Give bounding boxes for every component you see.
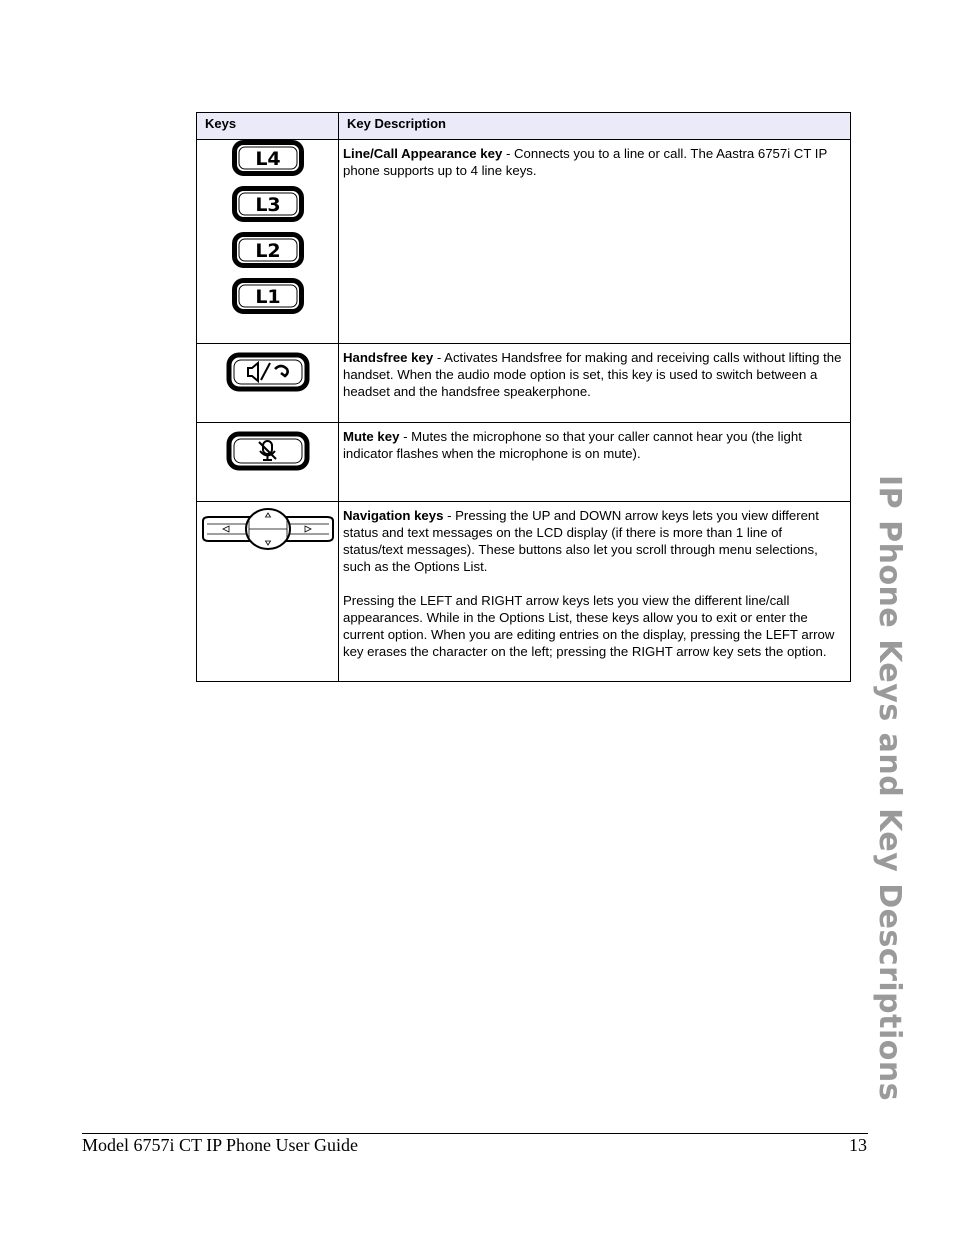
navigation-keys-text-2: Pressing the LEFT and RIGHT arrow keys lets you view the different line/call appearances. While in the Options List, these keys allow you to exit or enter the current option. When you are editing entries on the display, pressing the LEFT arrow key erases the character on the left; pressing the RIGHT arrow key sets the option. xyxy=(343,593,835,659)
mute-key-title: Mute key xyxy=(343,429,400,444)
line-key-l4-icon xyxy=(232,140,304,176)
footer-guide-title: Model 6757i CT IP Phone User Guide xyxy=(82,1135,358,1155)
line-keys-cell xyxy=(197,140,339,344)
line-key-l3-icon xyxy=(232,186,304,222)
line-key-label: L3 xyxy=(254,194,281,216)
key-description-table xyxy=(196,112,851,682)
handsfree-key-description xyxy=(339,344,851,423)
handsfree-key-text: - Activates Handsfree for making and receiving calls without lifting the handset. When the audio mode option is set, this key is used to switch between a headset and the handsfree speakerphone. xyxy=(343,350,842,399)
handsfree-key-title: Handsfree key xyxy=(343,350,434,365)
table-row xyxy=(197,502,851,682)
mute-key-icon xyxy=(226,431,310,471)
navigation-keys-icon xyxy=(199,507,337,551)
line-key-label: L4 xyxy=(254,148,281,170)
navigation-keys-cell xyxy=(197,502,339,682)
table-row xyxy=(197,423,851,502)
line-key-label: L2 xyxy=(254,240,281,262)
line-key-l2-icon xyxy=(232,232,304,268)
handsfree-key-icon xyxy=(226,352,310,392)
handsfree-key-cell xyxy=(197,344,339,423)
line-key-l1-icon xyxy=(232,278,304,314)
footer-page-number: 13 xyxy=(849,1135,867,1155)
table-row xyxy=(197,344,851,423)
mute-key-description xyxy=(339,423,851,502)
side-section-title: IP Phone Keys and Key Descriptions xyxy=(872,475,907,1102)
header-keys: Keys xyxy=(197,113,339,140)
line-key-label: L1 xyxy=(254,286,281,308)
line-key-description xyxy=(339,140,851,344)
footer-divider xyxy=(82,1133,868,1134)
navigation-keys-text: - Pressing the UP and DOWN arrow keys lets you view different status and text messages on the LCD display (if there is more than 1 line of status/text messages). These buttons also let you scroll through menu selections, such as the Options List. xyxy=(343,508,819,574)
mute-key-cell xyxy=(197,423,339,502)
header-description: Key Description xyxy=(339,113,851,140)
navigation-keys-title: Navigation keys xyxy=(343,508,444,523)
line-key-title: Line/Call Appearance key xyxy=(343,146,503,161)
mute-key-text: - Mutes the microphone so that your caller cannot hear you (the light indicator flashes when the microphone is on mute). xyxy=(343,429,802,461)
line-key-text: - Connects you to a line or call. The Aastra 6757i CT IP phone supports up to 4 line keys. xyxy=(343,146,828,178)
navigation-keys-description xyxy=(339,502,851,682)
table-row xyxy=(197,140,851,344)
